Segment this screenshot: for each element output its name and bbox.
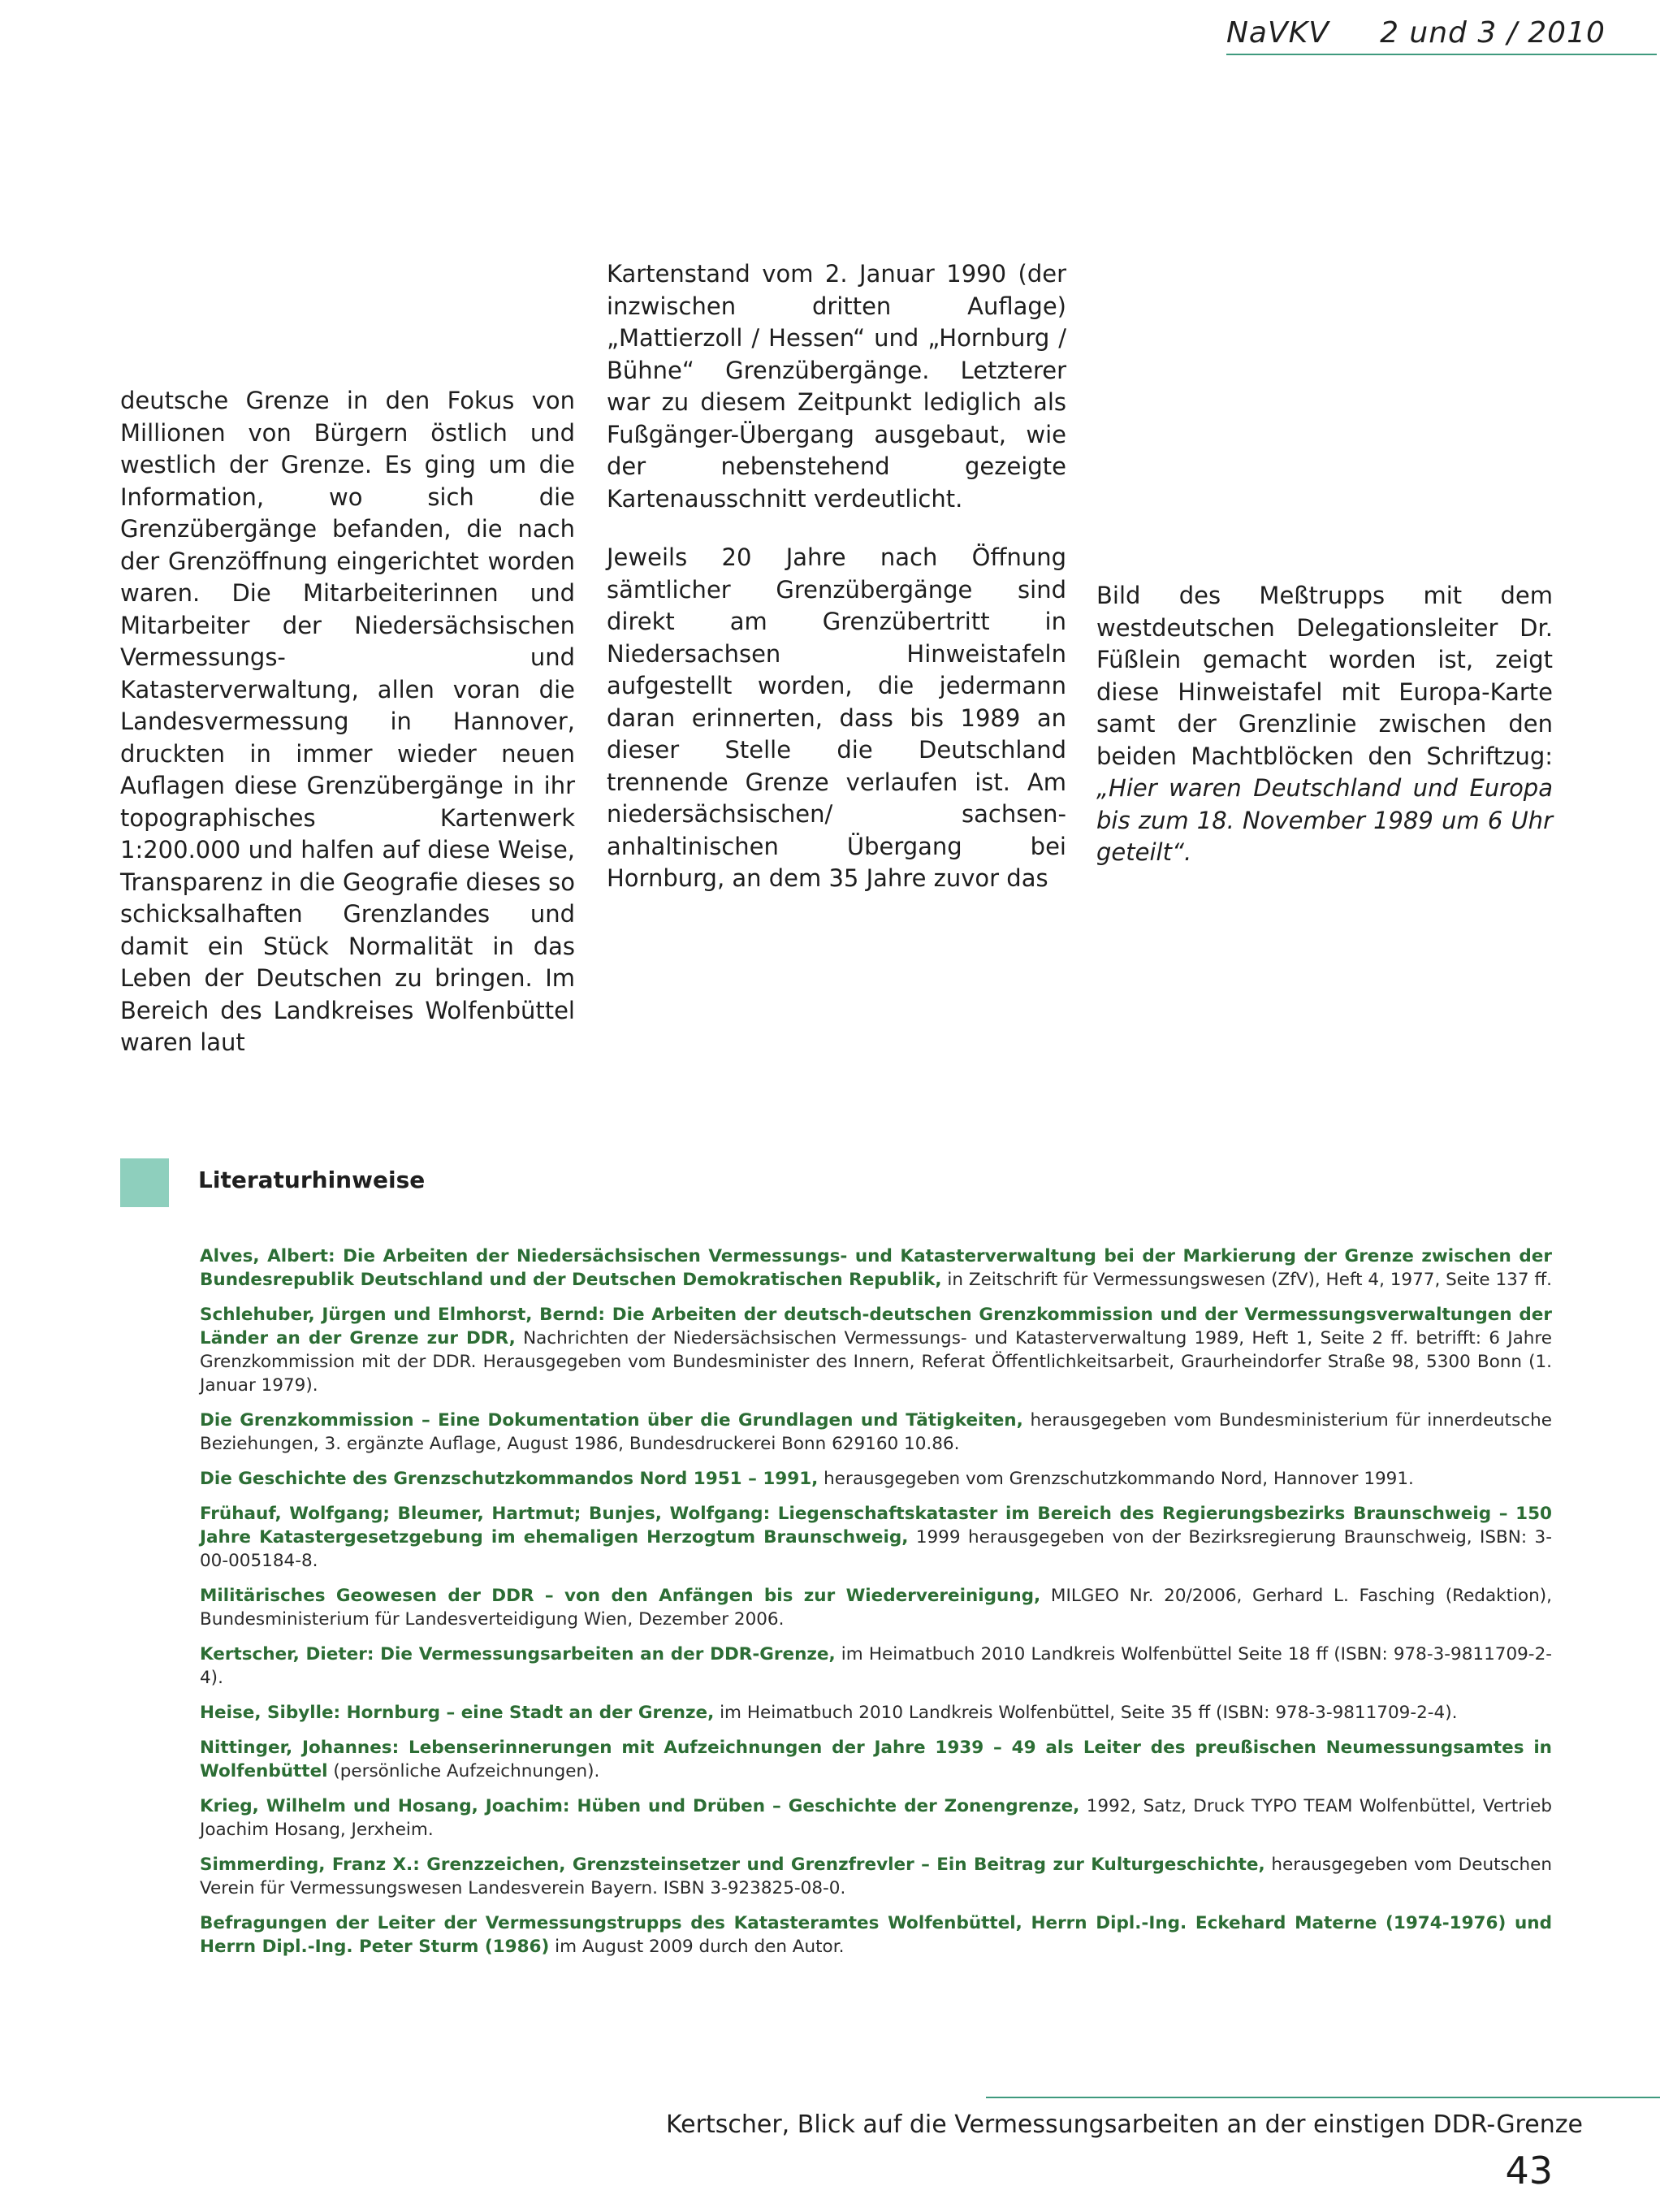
reference-detail: 1992, Satz, Druck TYPO TEAM Wolfenbüttel, Vertrieb Joachim Hosang, Jerxheim.	[200, 1796, 1552, 1840]
reference-entry	[200, 1701, 1552, 1725]
reference-entry	[200, 1736, 1552, 1783]
section-marker-square	[120, 1158, 169, 1207]
footer-rule	[986, 2097, 1660, 2098]
reference-entry	[200, 1853, 1552, 1900]
reference-entry	[200, 1584, 1552, 1631]
reference-detail: herausgegeben vom Deutschen Verein für Vermessungswesen Landesverein Bayern. ISBN 3-923825-08-0.	[200, 1855, 1552, 1898]
text-column-1	[120, 385, 575, 1059]
reference-bold-part: Kertscher, Dieter: Die Vermessungsarbeiten an der DDR-Grenze,	[200, 1644, 836, 1664]
text-column-3	[1096, 580, 1553, 869]
reference-detail: herausgegeben vom Grenzschutzkommando Nord, Hannover 1991.	[818, 1469, 1414, 1489]
reference-detail: im Heimatbuch 2010 Landkreis Wolfenbüttel, Seite 35 ff (ISBN: 978-3-9811709-2-4).	[714, 1703, 1458, 1723]
column1-paragraph: deutsche Grenze in den Fokus von Millionen von Bürgern östlich und westlich der Grenze. Es ging um die Information, wo sich die Grenzübergänge befanden, die nach der Grenzöffnung eingerichtet worden waren. Die Mitarbeiterinnen und Mitarbeiter der Niedersächsischen Vermessungs- und Katasterverwaltung, allen voran die Landesvermessung in Hannover, druckten in immer wieder neuen Auflagen diese Grenzübergänge in ihr topographisches Kartenwerk 1:200.000 und halfen auf diese Weise, Transparenz in die Geografie dieses so schicksalhaften Grenzlandes und damit ein Stück Normalität in das Leben der Deutschen zu bringen. Im Bereich des Landkreises Wolfenbüttel waren laut	[120, 387, 575, 1056]
reference-detail: im August 2009 durch den Autor.	[549, 1937, 845, 1957]
reference-entry	[200, 1303, 1552, 1397]
reference-entry	[200, 1911, 1552, 1959]
text-column-2	[607, 258, 1066, 895]
reference-entry	[200, 1245, 1552, 1292]
reference-detail: in Zeitschrift für Vermessungswesen (ZfV), Heft 4, 1977, Seite 137 ff.	[941, 1270, 1552, 1290]
reference-bold-part: Schlehuber, Jürgen und Elmhorst, Bernd: Die Arbeiten der deutsch-deutschen Grenzkommission und der Vermessungsverwaltungen der Länder an der Grenze zur DDR,	[200, 1305, 1552, 1348]
reference-bold-part: Nittinger, Johannes: Lebenserinnerungen mit Aufzeichnungen der Jahre 1939 – 49 als Leiter des preußischen Neumessungsamtes in Wolfenbüttel	[200, 1738, 1552, 1781]
reference-bold-part: Die Grenzkommission – Eine Dokumentation über die Grundlagen und Tätigkeiten,	[200, 1410, 1023, 1431]
literature-heading: Literaturhinweise	[198, 1167, 426, 1193]
reference-bold-part: Frühauf, Wolfgang; Bleumer, Hartmut; Bunjes, Wolfgang: Liegenschaftskataster im Bereich des Regierungsbezirks Braunschweig – 150 Jahre Katastergesetzgebung im ehemaligen Herzogtum Braunschweig,	[200, 1504, 1552, 1548]
reference-entry	[200, 1467, 1552, 1491]
reference-bold-part: Befragungen der Leiter der Vermessungstrupps des Katasteramtes Wolfenbüttel, Herrn Dipl.-Ing. Eckehard Materne (1974-1976) und Herrn Dipl.-Ing. Peter Sturm (1986)	[200, 1913, 1552, 1957]
reference-bold-part: Simmerding, Franz X.: Grenzzeichen, Grenzsteinsetzer und Grenzfrevler – Ein Beitrag zur Kulturgeschichte,	[200, 1855, 1265, 1875]
column3-paragraph	[1096, 580, 1553, 869]
column2-paragraph-1: Kartenstand vom 2. Januar 1990 (der inzwischen dritten Auflage) „Mattierzoll / Hessen“ und „Hornburg / Bühne“ Grenzübergänge. Letzterer war zu diesem Zeitpunkt lediglich als Fußgänger-Übergang ausgebaut, wie der nebenstehend gezeigte Kartenausschnitt verdeutlicht.	[607, 260, 1066, 513]
column2-paragraph-2: Jeweils 20 Jahre nach Öffnung sämtlicher Grenzübergänge sind direkt am Grenzübertritt in Niedersachsen Hinweistafeln aufgestellt worden, die jedermann daran erinnerten, dass bis 1989 an dieser Stelle die Deutschland trennende Grenze verlaufen ist. Am niedersächsischen/ sachsen-anhaltinischen Übergang bei Hornburg, an dem 35 Jahre zuvor das	[607, 543, 1066, 892]
column3-quote: „Hier waren Deutschland und Europa bis zum 18. November 1989 um 6 Uhr geteilt“.	[1096, 774, 1553, 866]
reference-entry	[200, 1502, 1552, 1573]
reference-entry	[200, 1409, 1552, 1456]
reference-bold-part: Heise, Sibylle: Hornburg – eine Stadt an der Grenze,	[200, 1703, 715, 1723]
reference-bold-part: Militärisches Geowesen der DDR – von den Anfängen bis zur Wiedervereinigung,	[200, 1586, 1041, 1606]
reference-bold-part: Alves, Albert: Die Arbeiten der Niedersächsischen Vermessungs- und Katasterverwaltung bei der Markierung der Grenze zwischen der Bundesrepublik Deutschland und der Deutschen Demokratischen Republik,	[200, 1246, 1552, 1290]
reference-detail: 1999 herausgegeben von der Bezirksregierung Braunschweig, ISBN: 3-00-005184-8.	[200, 1527, 1552, 1571]
page-number: 43	[1505, 2149, 1553, 2193]
reference-detail: (persönliche Aufzeichnungen).	[327, 1761, 600, 1781]
journal-issue: NaVKV 2 und 3 / 2010	[1226, 16, 1606, 50]
reference-detail: Nachrichten der Niedersächsischen Vermessungs- und Katasterverwaltung 1989, Heft 1, Seite 2 ff. betrifft: 6 Jahre Grenzkommission mit der DDR. Herausgegeben vom Bundesminister des Innern, Referat Öffentlichkeitsarbeit, Graurheindorfer Straße 98, 5300 Bonn (1. Januar 1979).	[200, 1328, 1552, 1396]
reference-entry	[200, 1643, 1552, 1690]
reference-bold-part: Krieg, Wilhelm und Hosang, Joachim: Hüben und Drüben – Geschichte der Zonengrenze,	[200, 1796, 1080, 1816]
header-rule	[1226, 54, 1657, 55]
footer-running-title: Kertscher, Blick auf die Vermessungsarbeiten an der einstigen DDR-Grenze	[666, 2110, 1583, 2139]
reference-list	[200, 1245, 1552, 1970]
reference-bold-part: Die Geschichte des Grenzschutzkommandos Nord 1951 – 1991,	[200, 1469, 819, 1489]
reference-detail: MILGEO Nr. 20/2006, Gerhard L. Fasching (Redaktion), Bundesministerium für Landesverteidigung Wien, Dezember 2006.	[200, 1586, 1552, 1630]
column3-text: Bild des Meßtrupps mit dem westdeutschen Delegationsleiter Dr. Füßlein gemacht worden ist, zeigt diese Hinweistafel mit Europa-Karte samt der Grenzlinie zwischen den beiden Machtblöcken den Schriftzug:	[1096, 582, 1553, 770]
reference-entry	[200, 1794, 1552, 1842]
running-header	[1226, 16, 1657, 57]
reference-detail: herausgegeben vom Bundesministerium für innerdeutsche Beziehungen, 3. ergänzte Auflage, August 1986, Bundesdruckerei Bonn 629160 10.86.	[200, 1410, 1552, 1454]
reference-detail: im Heimatbuch 2010 Landkreis Wolfenbüttel Seite 18 ff (ISBN: 978-3-9811709-2-4).	[200, 1644, 1553, 1688]
